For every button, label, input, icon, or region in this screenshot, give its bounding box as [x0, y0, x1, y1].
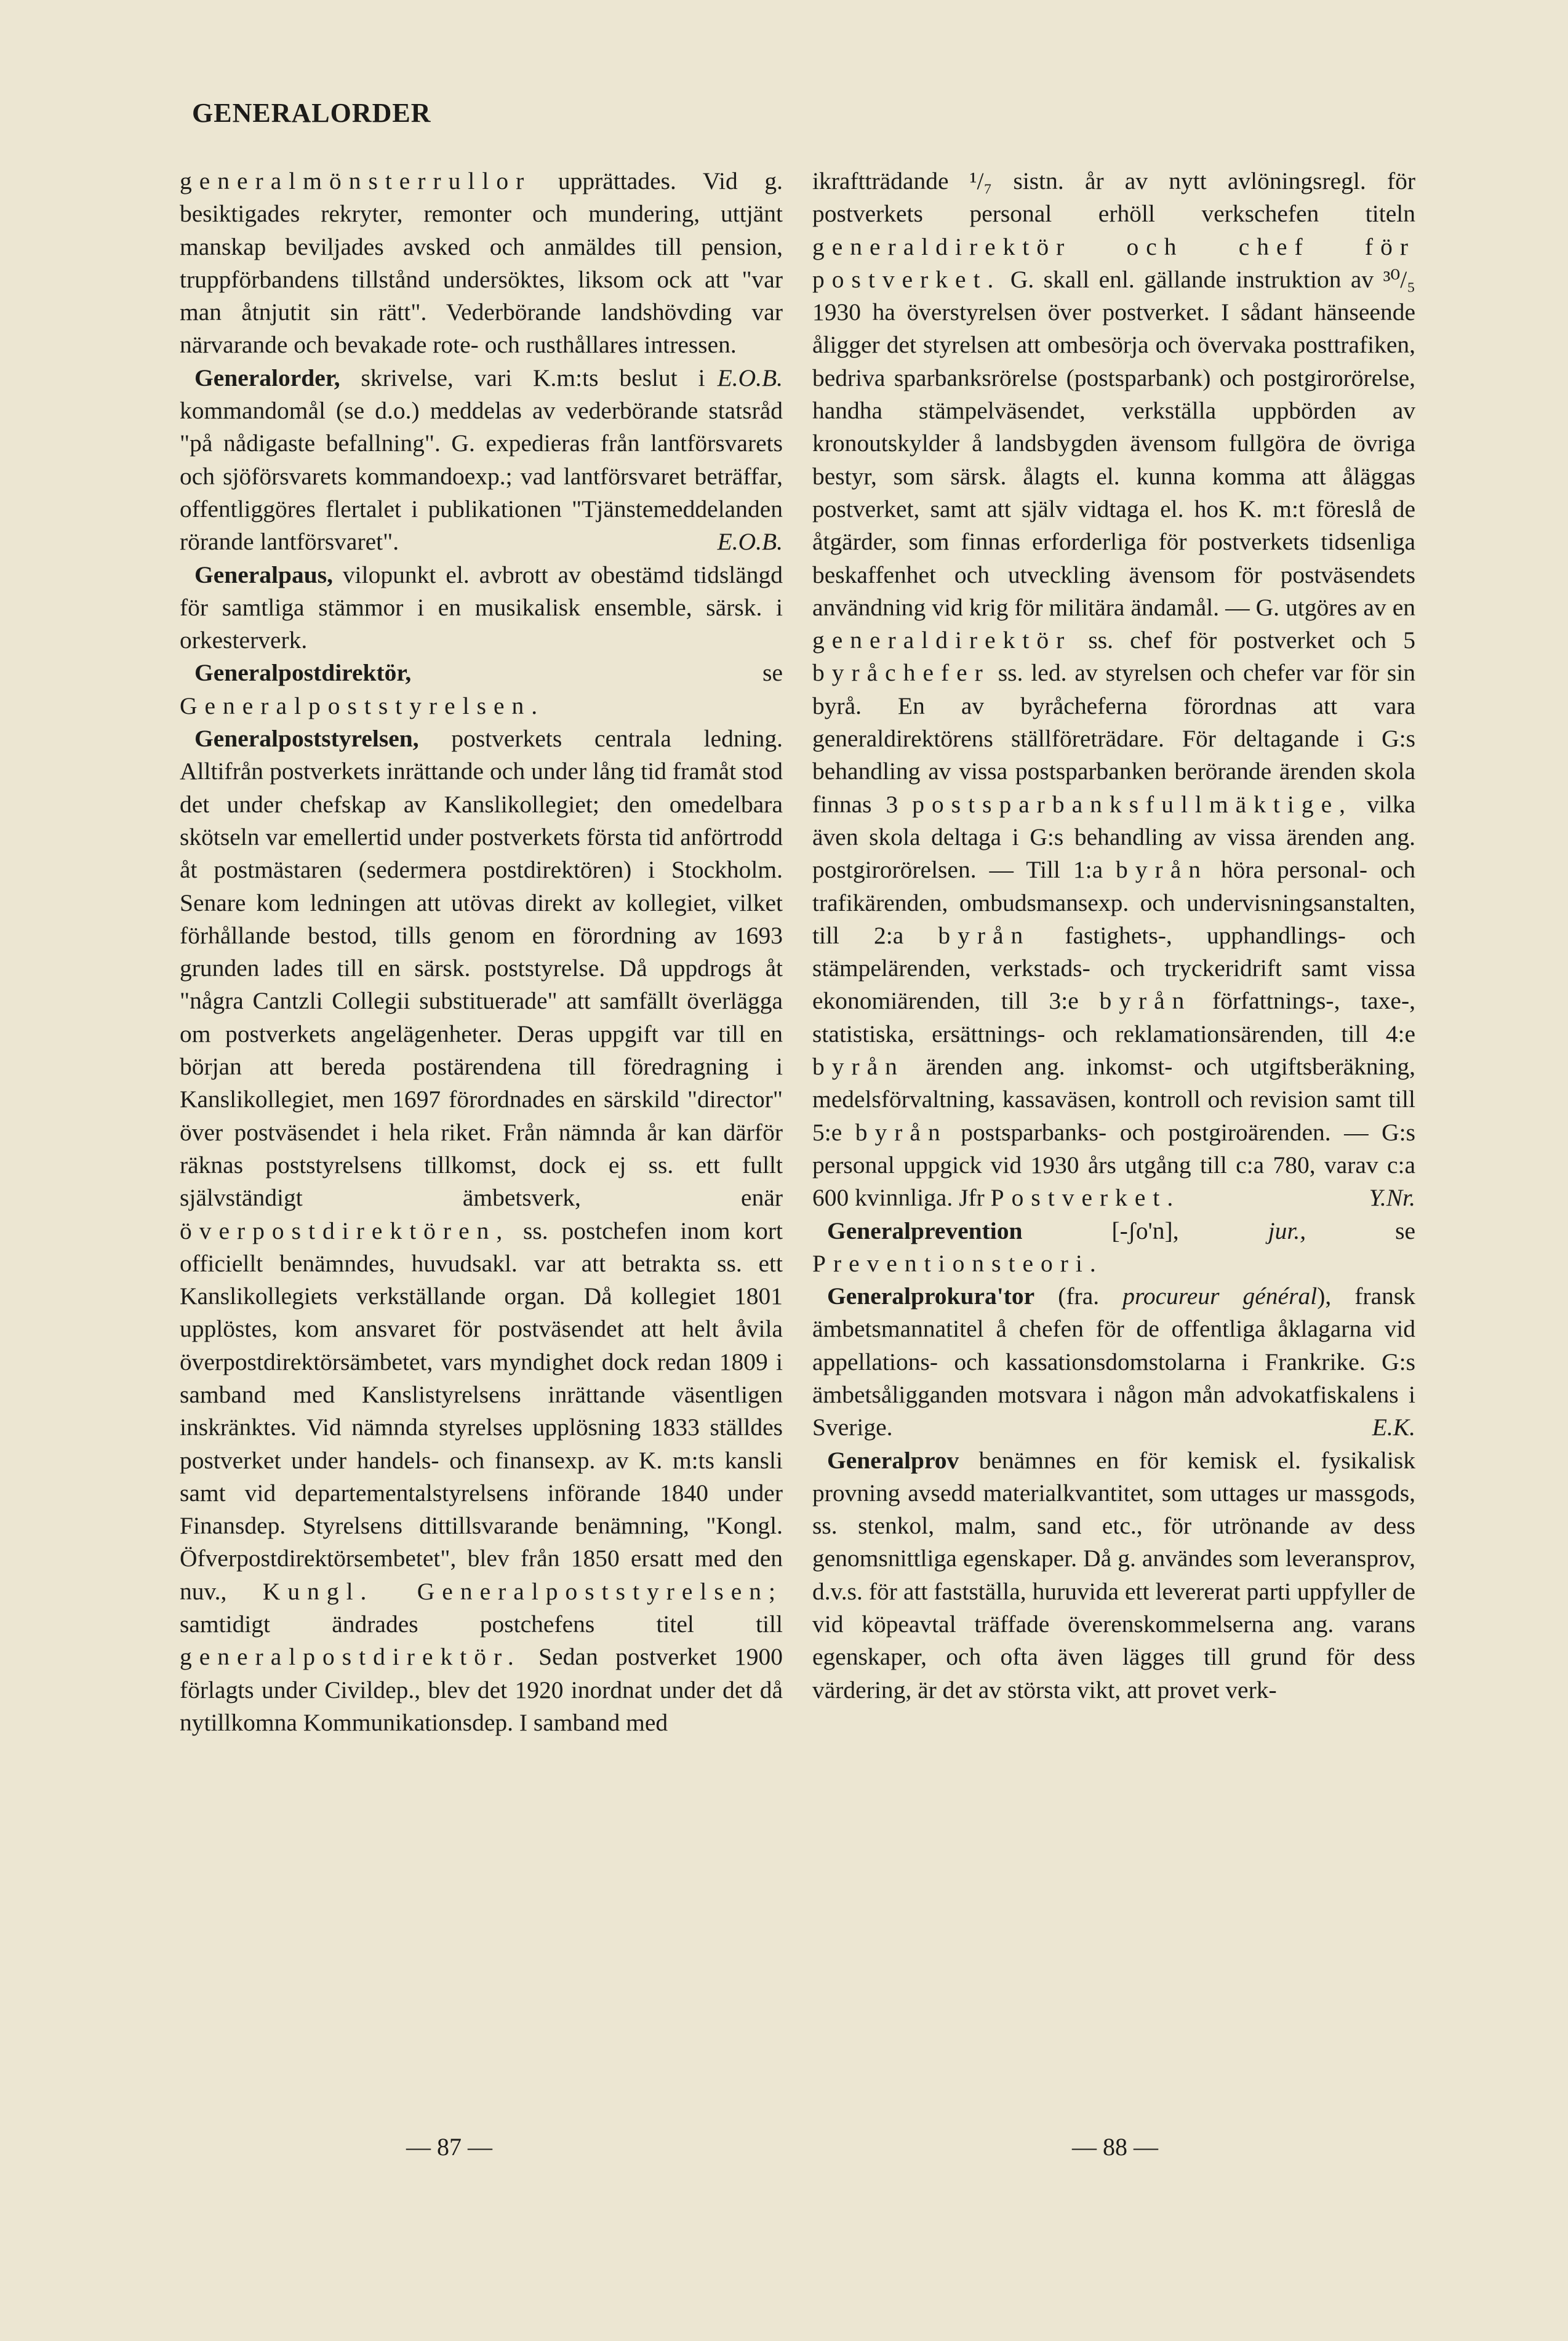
spaced-term: postsparbanksfullmäktige,	[912, 790, 1353, 818]
entry-text: ss. postchefen inom kort officiellt benämndes, huvudsakl. var att betrakta ss. ett Kanslikollegiets verkställande organ. Då kollegiet 1801 upplöstes, kom ansvaret för postväsendet att helt åvila överpostdirektörsämbetet, vars myndighet dock redan 1809 i samband med Kanslistyrelsens inrättande väsentligen inskränktes. Vid nämnda styrelses upplösning 1833 ställdes postverket under handels- och finansexp. av K. m:ts kansli samt vid departementalstyrelsens införande 1840 under Finansdep. Styrelsens dittillsvarande benämning, "Kongl. Öfverpostdirektörsembetet", blev från 1850 ersatt med den nuv.,	[180, 1217, 783, 1605]
spaced-term: byrån	[1099, 987, 1192, 1015]
spaced-term: överpostdirektören,	[180, 1217, 510, 1244]
cross-reference: Preventionsteori.	[812, 1249, 1103, 1277]
spaced-term: byrån	[855, 1118, 948, 1146]
paragraph-text: G. skall enl. gällande instruktion av ³⁰/₅ 1930 ha överstyrelsen över postverket. I sådant hänseende åligger det styrelsen att ombesörja och övervaka posttrafiken, bedriva sparbanksrörelse (postsparbank) och postgirorörelse, handha stämpelväsendet, verkställa uppbörden av kronoutskylder å landsbygden ävensom fullgöra de övriga bestyr, som särsk. ålagts el. kunna komma att åläggas postverket, samt att själv vidtaga el. hos K. m:t föreslå de åtgärder, som finnas erforderliga för postverkets tidsenliga beskaffenhet och utveckling ävensom för postväsendets användning vid krig för militära ändamål. — G. utgöres av en	[812, 265, 1415, 621]
spaced-term: byrån	[1116, 856, 1208, 884]
entry-text: (fra.	[1034, 1283, 1123, 1310]
entry-text: benämnes en för kemisk el. fysikalisk provning avsedd materialkvantitet, som uttages ur massgods, ss. stenkol, malm, sand etc., för utrönande av dess genomsnittliga egenskaper. Då g. användes som leveransprov, d.v.s. för att fastställa, huruvida ett levererat parti uppfyller de vid köpeavtal träffade överenskommelserna ang. varans egenskaper, och ofta även lägges till grund för dess värdering, är det av största vikt, att provet verk-	[812, 1446, 1415, 1703]
entry-generalprov	[812, 1444, 1415, 1707]
spaced-term: Kungl. Generalpoststyrelsen;	[262, 1577, 783, 1605]
headword: Generalpostdirektör,	[194, 659, 412, 687]
abbreviation: jur.,	[1268, 1217, 1306, 1244]
left-column	[180, 165, 783, 1739]
headword: Generalprevention	[827, 1217, 1023, 1244]
paragraph-text: höra personal- och trafikärenden, ombudsmansexp. och undervisningsanstalten, till 2:a	[812, 856, 1415, 949]
entry-text: vilopunkt el. avbrott av obestämd tidslängd för samtliga stämmor i en musikalisk ensemble, särsk. i orkesterverk.	[180, 561, 783, 654]
paragraph-text: ss. chef för postverket och 5	[1071, 626, 1415, 654]
paragraph-text: vilka även skola deltaga i G:s behandling av vissa ärenden ang. postgirorörelsen. — Till 1:a	[812, 790, 1415, 884]
spaced-term: generalmönsterrullor	[180, 167, 532, 194]
paragraph-text: fastighets-, upphandlings- och stämpelärenden, verkstads- och tryckeridrift samt vissa ekonomiärenden, till 3:e	[812, 921, 1416, 1015]
entry-text: samtidigt ändrades postchefens titel till	[180, 1611, 783, 1638]
cross-reference: Generalpoststyrelsen.	[180, 692, 545, 719]
author-signature: E.K.	[1372, 1414, 1415, 1441]
right-column	[812, 165, 1415, 1707]
spaced-term: generaldirektör och chef för postverket.	[812, 233, 1415, 293]
entry-generalpostdirektor	[180, 657, 783, 722]
paragraph-text: upprättades. Vid g. besiktigades rekryter, remonter och mundering, uttjänt manskap beviljades avsked och anmäldes till pension, truppförbandens tillstånd undersöktes, liksom ock att "var man åtnjutit sin rätt". Vederbörande landshövding var närvarande och bevakade rote- och rusthållares intressen.	[180, 167, 783, 359]
entry-text: se	[411, 659, 783, 687]
headword: Generalprokura'tor	[827, 1283, 1035, 1310]
entry-generalpaus	[180, 559, 783, 657]
paragraph-text: ärenden ang. inkomst- och utgiftsberäkning, medelsförvaltning, kassaväsen, kontroll och revision samt till 5:e	[812, 1053, 1415, 1146]
entry-text: ), fransk ämbetsmannatitel å chefen för de offentliga åklagarna vid appellations- och kassationsdomstolarna i Frankrike. G:s ämbetsåligganden motsvara i någon mån advokatfiskalens i Sverige.	[812, 1283, 1415, 1441]
paragraph-text: ikraftträdande ¹/₇ sistn. år av nytt avlöningsregl. för postverkets personal erhöll verkschefen titeln	[812, 167, 1415, 228]
headword: Generalprov	[827, 1446, 959, 1474]
entry-text: postverkets centrala ledning. Alltifrån postverkets inrättande och under lång tid framåt stod det under chefskap av Kanslikollegiet; den omedelbara skötseln var emellertid under postverkets första tid anförtrodd åt postmästaren (sedermera postdirektören) i Stockholm. Senare kom ledningen att utövas direkt av kollegiet, vilket förhållande bestod, tills genom en förordning av 1693 grunden lades till en särsk. poststyrelse. Då uppdrogs åt "några Cantzli Collegii substituerade" att samfällt överlägga om postverkets angelägenheter. Deras uppgift var till en början att bereda postärendena till föredragning i Kanslikollegiet, men 1697 förordnades en särskild "director" över postväsendet i hela riket. Från nämnda år kan därför räknas poststyrelsens tillkomst, dock ej ss. ett fullt självständigt ämbetsverk, enär	[180, 725, 783, 1212]
entry-generalprokurator	[812, 1280, 1415, 1444]
entry-generalpoststyrelsen	[180, 722, 783, 1739]
page-number-left: — 87 —	[406, 2133, 492, 2161]
spaced-term: generaldirektör	[812, 626, 1072, 654]
foreign-term: procureur général	[1122, 1283, 1318, 1310]
headword: Generalpoststyrelsen,	[194, 725, 419, 753]
author-signature: E.O.B.	[717, 364, 783, 391]
entry-text: Sedan postverket 1900 förlagts under Civildep., blev det 1920 inordnat under det då nytillkomna Kommunikationsdep. I samband med	[180, 1643, 783, 1736]
spaced-term: byrån	[812, 1053, 905, 1081]
paragraph-text: ss. led. av styrelsen och chefer var för sin byrå. En av byråcheferna förordnas att vara generaldirektörens ställföreträdare. För deltagande i G:s behandling av vissa postsparbanken berörande ärenden skola finnas 3	[812, 659, 1415, 818]
continued-paragraph	[812, 165, 1415, 1215]
entry-text: [-ʃo'n],	[1022, 1217, 1268, 1244]
headword: Generalpaus,	[194, 561, 333, 588]
entry-text: se	[1306, 1217, 1416, 1244]
paragraph-text: postsparbanks- och postgiroärenden. — G:s personal uppgick vid 1930 års utgång till c:a 780, varav c:a 600 kvinnliga. Jfr	[812, 1118, 1415, 1212]
entry-text: skrivelse, vari K.m:ts beslut i kommandomål (se d.o.) meddelas av vederbörande statsråd "på nådigaste befallning". G. expedieras från lantförsvarets och sjöförsvarets kommandoexp.; vad lantförsvaret beträffar, offentliggöres flertalet i publikationen "Tjänstemeddelanden rörande lantförsvaret".	[180, 364, 783, 556]
entry-generalorder	[180, 362, 783, 559]
spaced-term: byråchefer	[812, 659, 990, 687]
spaced-term: generalpostdirektör.	[180, 1643, 521, 1671]
author-signature: Y.Nr.	[1369, 1184, 1415, 1212]
page-number-right: — 88 —	[1072, 2133, 1158, 2161]
author-signature: E.O.B.	[717, 528, 783, 556]
headword: Generalorder,	[194, 364, 340, 391]
running-head: GENERALORDER	[192, 98, 431, 128]
entry-generalprevention	[812, 1215, 1415, 1281]
spaced-term: byrån	[938, 921, 1031, 949]
spaced-term: Postverket.	[990, 1184, 1181, 1212]
paragraph-text: författnings-, taxe-, statistiska, ersättnings- och reklamationsärenden, till 4:e	[812, 987, 1415, 1047]
